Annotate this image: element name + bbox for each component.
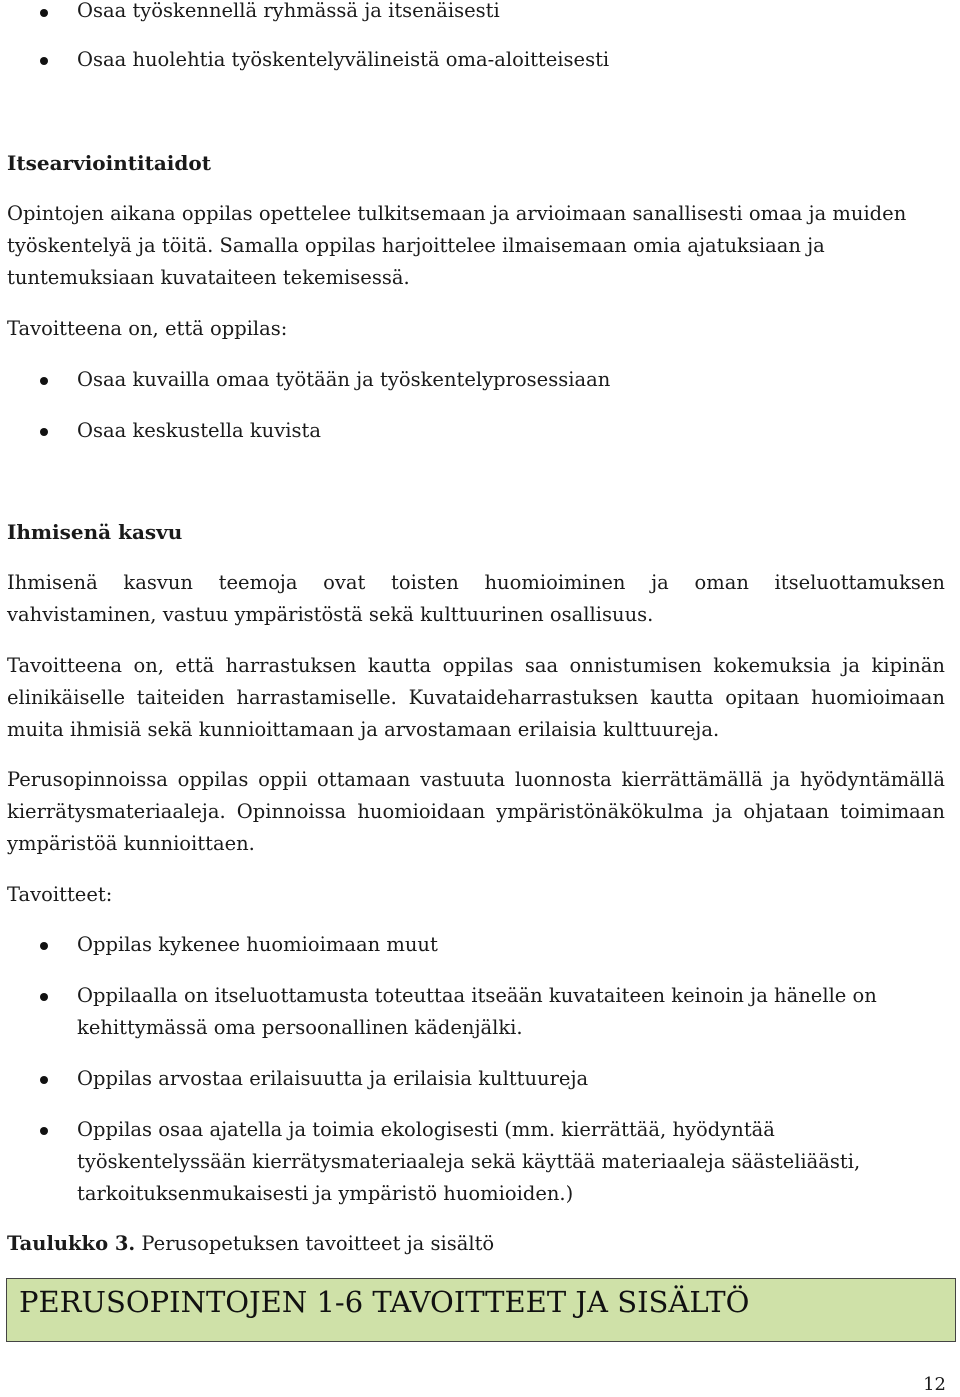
bullet-icon <box>40 9 48 17</box>
list-item: Osaa keskustella kuvista <box>77 419 321 442</box>
bullet-icon <box>40 1127 48 1135</box>
list-item: Oppilas arvostaa erilaisuutta ja erilaisia kulttuureja <box>77 1067 589 1090</box>
list-item: Osaa huolehtia työskentelyvälineistä oma-aloitteisesti <box>77 48 610 71</box>
table-header <box>6 1278 956 1342</box>
bullet-icon <box>40 377 48 385</box>
paragraph-line: muita ihmisiä sekä kunnioittamaan ja arvostamaan erilaisia kulttuureja. <box>7 718 720 741</box>
paragraph-line: Opintojen aikana oppilas opettelee tulkitsemaan ja arvioimaan sanallisesti omaa ja muiden <box>7 202 907 225</box>
page-number: 12 <box>923 1374 946 1395</box>
paragraph-line: ympäristöä kunnioittaen. <box>7 832 255 855</box>
paragraph-line: Tavoitteena on, että harrastuksen kautta oppilas saa onnistumisen kokemuksia ja kipinän <box>7 654 945 677</box>
paragraph-line: tuntemuksiaan kuvataiteen tekemisessä. <box>7 266 410 289</box>
paragraph-line: työskentelyä ja töitä. Samalla oppilas harjoittelee ilmaisemaan omia ajatuksiaan ja <box>7 234 825 257</box>
paragraph-line: kierrätysmateriaaleja. Opinnoissa huomioidaan ympäristönäkökulma ja ohjataan toimimaan <box>7 800 945 823</box>
table-caption <box>7 1228 494 1260</box>
list-item: Oppilas kykenee huomioimaan muut <box>77 933 438 956</box>
list-item-continuation: työskentelyssään kierrätysmateriaaleja sekä käyttää materiaaleja säästeliäästi, <box>77 1150 861 1173</box>
paragraph-line: elinikäiselle taiteiden harrastamiselle. Kuvataideharrastuksen kautta opitaan huomioimaan <box>7 686 945 709</box>
goals-label: Tavoitteet: <box>7 883 113 906</box>
paragraph-line: Perusopinnoissa oppilas oppii ottamaan vastuuta luonnosta kierrättämällä ja hyödyntämällä <box>7 768 945 791</box>
bullet-icon <box>40 993 48 1001</box>
caption-label: Taulukko 3. <box>7 1232 136 1255</box>
bullet-icon <box>40 57 48 65</box>
bullet-icon <box>40 1076 48 1084</box>
list-item: Oppilas osaa ajatella ja toimia ekologisesti (mm. kierrättää, hyödyntää <box>77 1118 775 1141</box>
section-heading: Ihmisenä kasvu <box>7 520 183 544</box>
list-item-continuation: kehittymässä oma persoonallinen kädenjälki. <box>77 1016 523 1039</box>
paragraph-line: vahvistaminen, vastuu ympäristöstä sekä kulttuurinen osallisuus. <box>7 603 654 626</box>
bullet-icon <box>40 942 48 950</box>
goal-intro: Tavoitteena on, että oppilas: <box>7 317 288 340</box>
table-title: PERUSOPINTOJEN 1-6 TAVOITTEET JA SISÄLTÖ <box>19 1285 750 1319</box>
list-item: Oppilaalla on itseluottamusta toteuttaa itseään kuvataiteen keinoin ja hänelle on <box>77 984 877 1007</box>
list-item-continuation: tarkoituksenmukaisesti ja ympäristö huomioiden.) <box>77 1182 574 1205</box>
list-item: Osaa työskennellä ryhmässä ja itsenäisesti <box>77 0 500 22</box>
section-heading: Itsearviointitaidot <box>7 151 211 175</box>
bullet-icon <box>40 428 48 436</box>
list-item: Osaa kuvailla omaa työtään ja työskentelyprosessiaan <box>77 368 611 391</box>
paragraph-line: Ihmisenä kasvun teemoja ovat toisten huomioiminen ja oman itseluottamuksen <box>7 571 945 594</box>
caption-text: Perusopetuksen tavoitteet ja sisältö <box>135 1232 495 1255</box>
